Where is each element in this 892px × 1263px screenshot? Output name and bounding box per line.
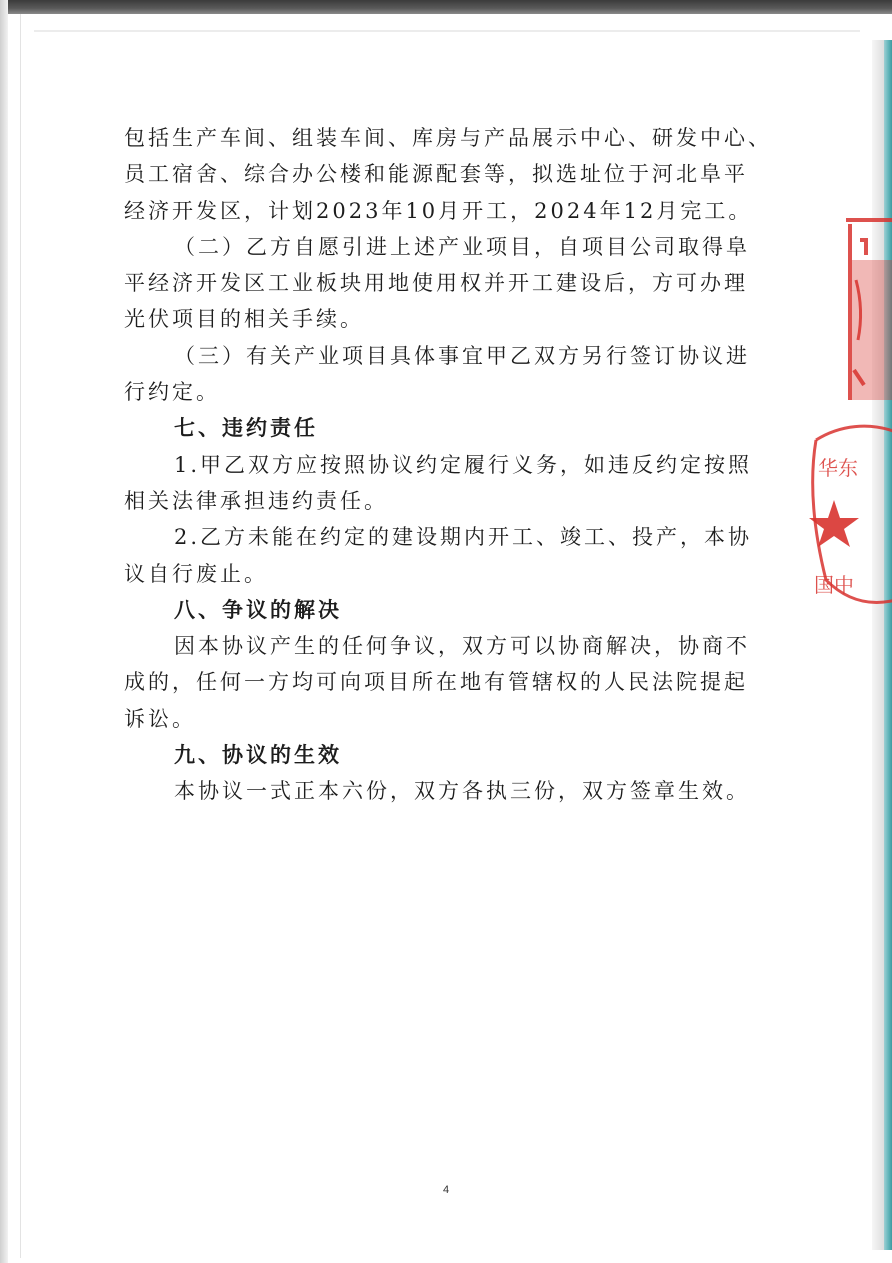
paragraph-start: 因本协议产生的任何争议，双方可以协商解决，协商不 [174, 634, 750, 659]
section-heading-breach-liability: 七、违约责任 [174, 415, 318, 441]
paragraph-start: 本协议一式正本六份，双方各执三份，双方签章生效。 [174, 779, 750, 804]
section-heading-effectiveness: 九、协议的生效 [174, 742, 342, 768]
text-line: 议自行废止。 [124, 561, 268, 586]
document-body [124, 120, 772, 810]
scanner-background-left [0, 0, 8, 1263]
text-line: 成的，任何一方均可向项目所在地有管辖权的人民法院提起 [124, 670, 748, 695]
section-heading-dispute-resolution: 八、争议的解决 [174, 596, 342, 622]
paragraph-start: 2.乙方未能在约定的建设期内开工、竣工、投产，本协 [174, 525, 753, 550]
paragraph-start: （二）乙方自愿引进上述产业项目，自项目公司取得阜 [174, 234, 750, 259]
text-line: 诉讼。 [124, 706, 196, 731]
text-line: 相关法律承担违约责任。 [124, 488, 388, 513]
text-line: 平经济开发区工业板块用地使用权并开工建设后，方可办理 [124, 271, 748, 296]
page-fold-line [34, 30, 860, 32]
svg-text:华东: 华东 [818, 456, 858, 480]
svg-text:国中: 国中 [814, 573, 854, 597]
red-seal-fragments [806, 200, 892, 620]
text-line: 经济开发区，计划2023年10月开工，2024年12月完工。 [124, 198, 753, 223]
text-line: 员工宿舍、综合办公楼和能源配套等，拟选址位于河北阜平 [124, 162, 748, 187]
scanner-background-top [0, 0, 892, 14]
page-number: 4 [442, 1184, 450, 1196]
paragraph-start: 1.甲乙双方应按照协议约定履行义务，如违反约定按照 [174, 452, 753, 477]
lower-seal-fragment [809, 426, 892, 602]
paragraph-start: （三）有关产业项目具体事宜甲乙双方另行签订协议进 [174, 343, 750, 368]
text-line: 行约定。 [124, 380, 220, 405]
text-line: 光伏项目的相关手续。 [124, 307, 364, 332]
text-line: 包括生产车间、组装车间、库房与产品展示中心、研发中心、 [124, 126, 772, 150]
